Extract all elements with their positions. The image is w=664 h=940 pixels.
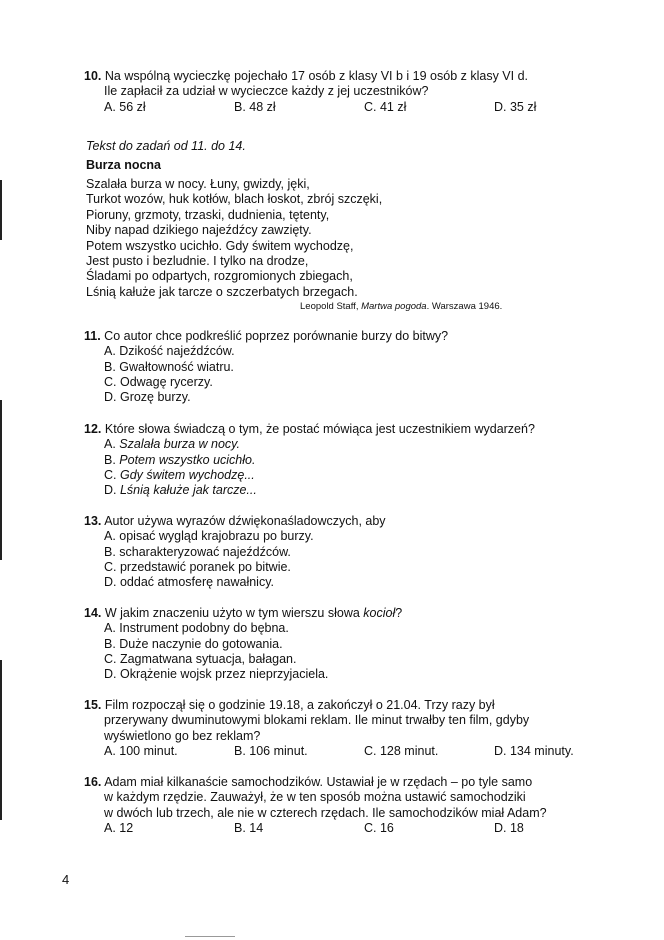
question-15 bbox=[84, 698, 604, 759]
option-letter: D. bbox=[104, 483, 120, 498]
option-c: C. 41 zł bbox=[364, 99, 407, 114]
question-text-cont: przerywany dwuminutowymi blokami reklam. Ile minut trwałby ten film, gdyby bbox=[104, 713, 530, 728]
question-text-italic: kocioł bbox=[363, 606, 396, 620]
question-number: 11. bbox=[84, 329, 101, 343]
option-b: B. Duże naczynie do gotowania. bbox=[104, 636, 283, 651]
question-text-cont: w każdym rzędzie. Zauważył, że w ten sposób można ustawić samochodziki bbox=[104, 790, 526, 805]
source-title: Martwa pogoda bbox=[361, 301, 427, 312]
poem-line: Potem wszystko ucichło. Gdy świtem wychodzę, bbox=[86, 238, 354, 253]
question-11 bbox=[84, 329, 604, 405]
option-a: A. 100 minut. bbox=[104, 743, 178, 758]
option-c: C. Zagmatwana sytuacja, bałagan. bbox=[104, 651, 297, 666]
scan-edge-mark bbox=[0, 660, 2, 820]
scan-edge-mark bbox=[0, 180, 2, 240]
option-d: D. Okrążenie wojsk przez nieprzyjaciela. bbox=[104, 667, 329, 682]
option-b: B. Gwałtowność wiatru. bbox=[104, 359, 234, 374]
option-a: A. Dzikość najeźdźców. bbox=[104, 344, 235, 359]
option-c: C. 128 minut. bbox=[364, 743, 439, 758]
question-number: 12. bbox=[84, 422, 102, 436]
option-a: A. 56 zł bbox=[104, 99, 146, 114]
option-d bbox=[104, 483, 604, 498]
poem-line: Turkot wozów, huk kotłów, blach łoskot, zbrój szczęki, bbox=[86, 192, 383, 207]
poem-line: Jest pusto i bezludnie. I tylko na drodze, bbox=[86, 254, 309, 269]
question-text: Co autor chce podkreślić poprzez porównanie burzy do bitwy? bbox=[104, 329, 449, 343]
option-text: Gdy świtem wychodzę... bbox=[119, 467, 255, 482]
poem-title: Burza nocna bbox=[86, 158, 162, 172]
text-intro: Tekst do zadań od 11. do 14. bbox=[86, 139, 246, 153]
option-letter: A. bbox=[104, 437, 120, 452]
answer-options bbox=[84, 821, 604, 836]
option-d: D. 18 bbox=[494, 820, 524, 835]
option-letter: B. bbox=[104, 452, 120, 467]
option-a: A. Instrument podobny do bębna. bbox=[104, 621, 289, 636]
source-author: Leopold Staff, bbox=[300, 301, 362, 312]
option-text: Potem wszystko ucichło. bbox=[119, 452, 256, 467]
option-b: B. 48 zł bbox=[234, 99, 276, 114]
answer-options bbox=[84, 744, 604, 759]
question-text-cont: w dwóch lub trzech, ale nie w czterech rzędach. Ile samochodzików miał Adam? bbox=[104, 805, 547, 820]
question-text: Autor używa wyrazów dźwiękonaśladowczych, aby bbox=[104, 514, 386, 528]
answer-options bbox=[84, 621, 604, 682]
answer-options bbox=[84, 344, 604, 405]
option-c: C. Odwagę rycerzy. bbox=[104, 374, 213, 389]
question-14 bbox=[84, 606, 604, 682]
question-text: Film rozpoczął się o godzinie 19.18, a zakończył o 21.04. Trzy razy był bbox=[104, 698, 495, 712]
poem-body bbox=[86, 177, 382, 300]
poem-line: Szalała burza w nocy. Łuny, gwizdy, jęki, bbox=[86, 177, 310, 191]
scan-artifact bbox=[185, 936, 235, 937]
question-12 bbox=[84, 422, 604, 498]
option-b: B. 14 bbox=[234, 820, 264, 835]
option-letter: C. bbox=[104, 467, 120, 482]
answer-options bbox=[84, 437, 604, 498]
source-rest: . Warszawa 1946. bbox=[426, 301, 503, 312]
question-text: W jakim znaczeniu użyto w tym wierszu słowa bbox=[104, 606, 364, 620]
question-text-cont: wyświetlono go bez reklam? bbox=[104, 728, 261, 743]
question-text-end: ? bbox=[395, 606, 403, 620]
question-number: 13. bbox=[84, 514, 102, 528]
option-text: Szalała burza w nocy. bbox=[119, 437, 240, 452]
option-c bbox=[104, 468, 604, 483]
question-number: 10. bbox=[84, 69, 102, 83]
question-number: 16. bbox=[84, 775, 102, 789]
poem-source bbox=[300, 301, 502, 312]
option-d: D. oddać atmosferę nawałnicy. bbox=[104, 575, 274, 590]
option-text: Lśnią kałuże jak tarcze... bbox=[119, 483, 257, 498]
option-a bbox=[104, 437, 604, 452]
question-text: Na wspólną wycieczkę pojechało 17 osób z klasy VI b i 19 osób z klasy VI d. bbox=[104, 69, 529, 83]
option-a: A. opisać wygląd krajobrazu po burzy. bbox=[104, 529, 314, 544]
poem-line: Śladami po odpartych, rozgromionych zbiegach, bbox=[86, 269, 353, 284]
option-c: C. przedstawić poranek po bitwie. bbox=[104, 559, 291, 574]
question-number: 14. bbox=[84, 606, 102, 620]
poem-line: Lśnią kałuże jak tarcze o szczerbatych brzegach. bbox=[86, 284, 358, 299]
answer-options bbox=[84, 100, 604, 115]
question-text: Które słowa świadczą o tym, że postać mówiąca jest uczestnikiem wydarzeń? bbox=[104, 422, 535, 436]
poem-line: Pioruny, grzmoty, trzaski, dudnienia, tętenty, bbox=[86, 207, 330, 222]
option-d: D. 35 zł bbox=[494, 99, 537, 114]
question-text-cont: Ile zapłacił za udział w wycieczce każdy z jej uczestników? bbox=[104, 84, 429, 99]
option-b bbox=[104, 453, 604, 468]
option-b: B. scharakteryzować najeźdźców. bbox=[104, 544, 291, 559]
question-13 bbox=[84, 514, 604, 590]
poem-line: Niby napad dzikiego najeźdźcy zawzięty. bbox=[86, 223, 312, 238]
option-b: B. 106 minut. bbox=[234, 743, 308, 758]
option-d: D. 134 minuty. bbox=[494, 743, 574, 758]
question-16 bbox=[84, 775, 604, 836]
question-number: 15. bbox=[84, 698, 102, 712]
question-text: Adam miał kilkanaście samochodzików. Ustawiał je w rzędach – po tyle samo bbox=[104, 775, 533, 789]
answer-options bbox=[84, 529, 604, 590]
option-a: A. 12 bbox=[104, 820, 134, 835]
scan-edge-mark bbox=[0, 400, 2, 560]
option-c: C. 16 bbox=[364, 820, 394, 835]
option-d: D. Grozę burzy. bbox=[104, 390, 191, 405]
page-number: 4 bbox=[62, 872, 70, 887]
question-10 bbox=[84, 69, 604, 115]
